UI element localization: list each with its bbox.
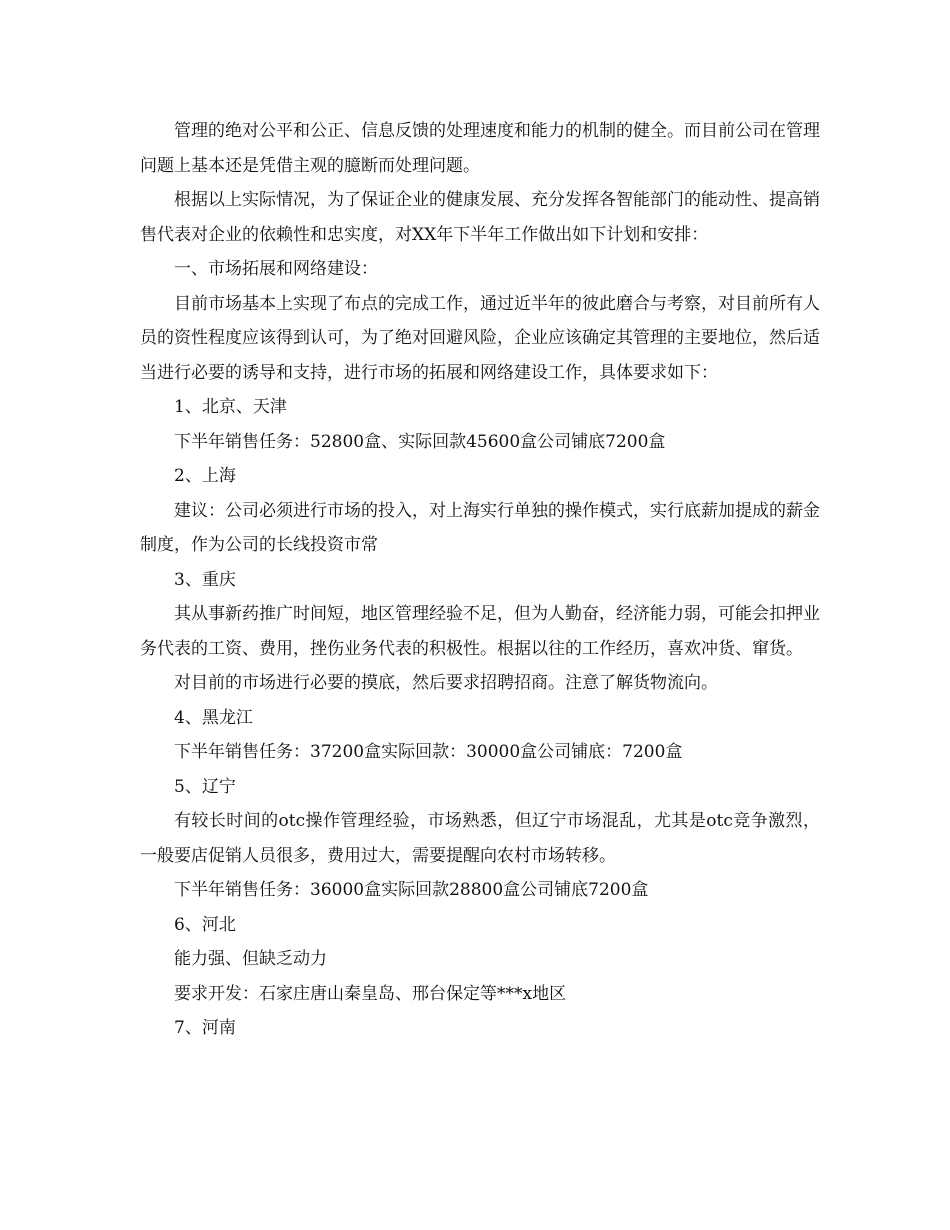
paragraph-hebei-development: 要求开发：石家庄唐山秦皇岛、邢台保定等***x地区: [174, 983, 567, 1004]
paragraph-shanghai-suggestion: 建议：公司必须进行市场的投入，对上海实行单独的操作模式，实行底薪加提成的薪金制度，作为公司的长线投资市常: [140, 500, 820, 555]
paragraph-market-status: 目前市场基本上实现了布点的完成工作，通过近半年的彼此磨合与考察，对目前所有人员的资性程度应该得到认可，为了绝对回避风险，企业应该确定其管理的主要地位，然后适当进行必要的诱导和支持，进行市场的拓展和网络建设工作，具体要求如下：: [140, 293, 820, 383]
paragraph-chongqing-action: 对目前的市场进行必要的摸底，然后要求招聘招商。注意了解货物流向。: [174, 673, 718, 693]
region-heading-chongqing: 3、重庆: [174, 569, 236, 590]
section-heading-market-expansion: 一、市场拓展和网络建设：: [174, 259, 378, 279]
paragraph-plan-intro: 根据以上实际情况，为了保证企业的健康发展、充分发挥各智能部门的能动性、提高销售代表对企业的依赖性和忠实度，对XX年下半年工作做出如下计划和安排：: [140, 190, 820, 245]
region-heading-hebei: 6、河北: [174, 914, 236, 935]
paragraph-chongqing-assessment: 其从事新药推广时间短，地区管理经验不足，但为人勤奋，经济能力弱，可能会扣押业务代表的工资、费用，挫伤业务代表的积极性。根据以往的工作经历，喜欢冲货、窜货。: [140, 604, 820, 659]
region-heading-beijing-tianjin: 1、北京、天津: [174, 397, 287, 417]
paragraph-hebei-assessment: 能力强、但缺乏动力: [174, 949, 327, 969]
paragraph-beijing-tianjin-target: 下半年销售任务：52800盒、实际回款45600盒公司铺底7200盒: [174, 431, 666, 452]
region-heading-heilongjiang: 4、黑龙江: [174, 707, 253, 728]
paragraph-liaoning-target: 下半年销售任务：36000盒实际回款28800盒公司铺底7200盒: [174, 880, 649, 900]
region-heading-shanghai: 2、上海: [174, 466, 236, 486]
region-heading-henan: 7、河南: [174, 1018, 236, 1038]
paragraph-heilongjiang-target: 下半年销售任务：37200盒实际回款：30000盒公司铺底：7200盒: [174, 742, 683, 762]
document-body: [140, 114, 820, 1046]
paragraph-liaoning-assessment: 有较长时间的otc操作管理经验，市场熟悉，但辽宁市场混乱，尤其是otc竞争激烈，一般要店促销人员很多，费用过大，需要提醒向农村市场转移。: [140, 811, 820, 866]
paragraph-management-fairness: 管理的绝对公平和公正、信息反馈的处理速度和能力的机制的健全。而目前公司在管理问题上基本还是凭借主观的臆断而处理问题。: [140, 121, 820, 176]
region-heading-liaoning: 5、辽宁: [174, 776, 236, 797]
